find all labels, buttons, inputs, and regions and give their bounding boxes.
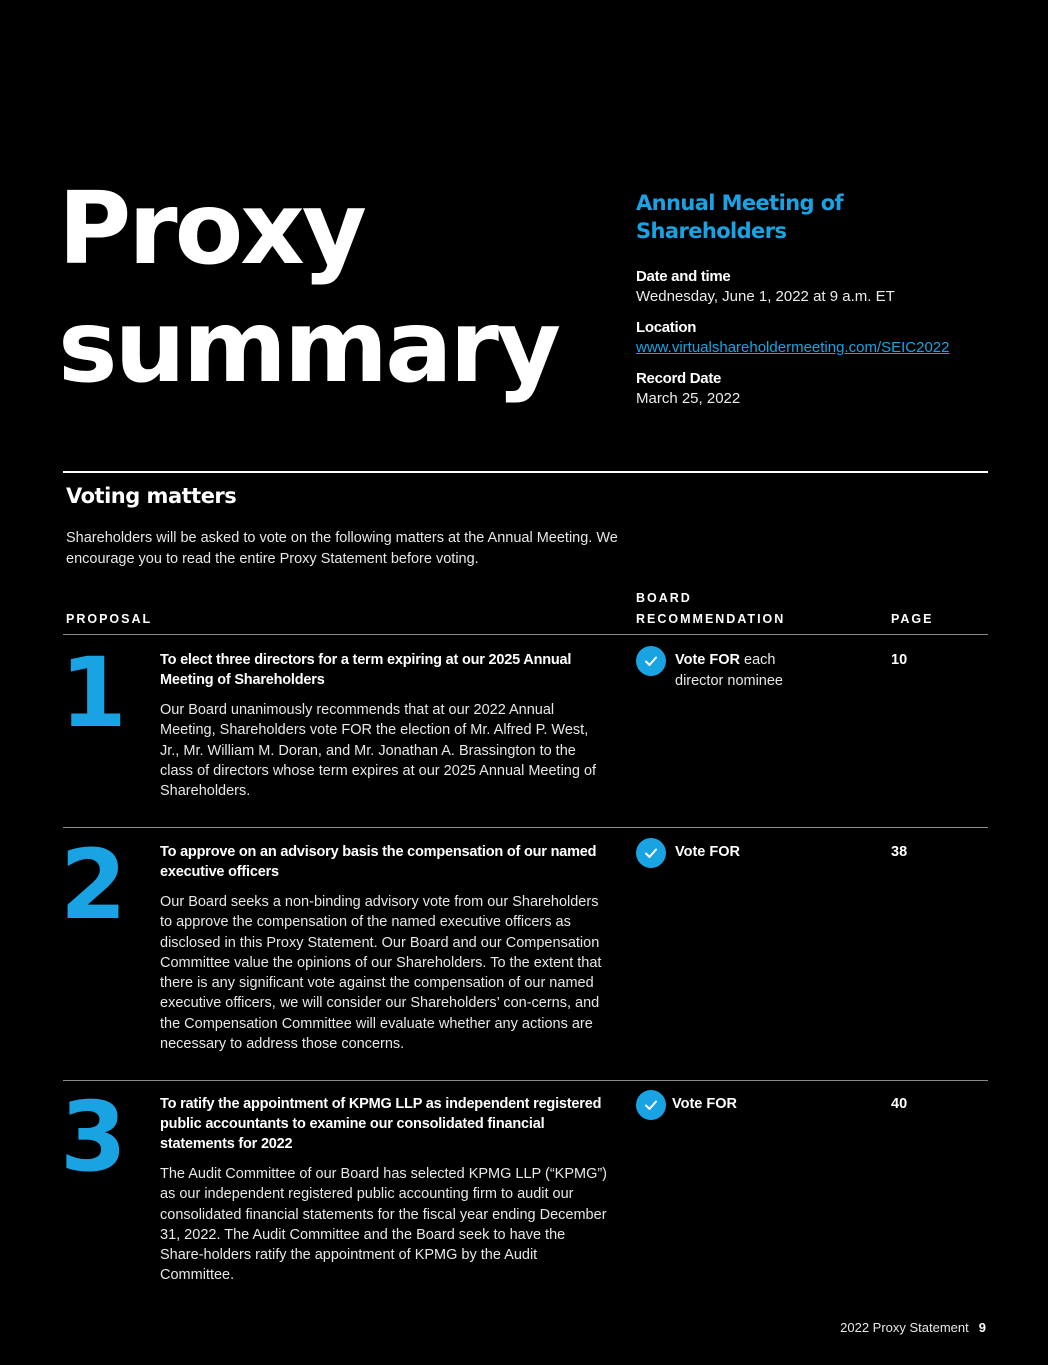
proposal-divider [63, 827, 988, 828]
date-label: Date and time [636, 268, 731, 285]
proposal-3-rec-vote: Vote FOR [672, 1096, 737, 1112]
footer-doc-title: 2022 Proxy Statement [840, 1320, 969, 1335]
proposal-1-recommendation [636, 650, 805, 691]
proposal-1-number: 1 [60, 637, 123, 749]
voting-intro: Shareholders will be asked to vote on the following matters at the Annual Meeting. We encourage you to read the entire Proxy Statement before voting. [66, 530, 618, 567]
header-divider [63, 634, 988, 635]
record-date-label: Record Date [636, 370, 722, 387]
page-title [58, 170, 558, 406]
check-icon [636, 1090, 666, 1120]
proposal-2-number: 2 [60, 829, 123, 941]
meeting-info [636, 189, 1016, 420]
page-title-line-2: summary [58, 288, 559, 405]
board-header-line-1: BOARD [636, 591, 692, 605]
proposal-3-recommendation [636, 1094, 802, 1120]
location-label: Location [636, 319, 697, 336]
proposal-3-title: To ratify the appointment of KPMG LLP as independent registered public accountants to examine our consolidated financial statements for 2022 [160, 1096, 602, 1152]
voting-matters-heading: Voting matters [66, 484, 237, 508]
proposal-2-title: To approve on an advisory basis the compensation of our named executive officers [160, 844, 597, 880]
proposal-1-rec-vote: Vote FOR [675, 652, 740, 668]
board-header-line-2: RECOMMENDATION [636, 612, 786, 626]
proposal-2-page: 38 [891, 844, 908, 860]
proposal-1-rec-detail: each director nominee [675, 652, 783, 689]
proposal-2-rec-vote: Vote FOR [675, 844, 740, 860]
proposal-2-content [160, 842, 610, 1054]
proposal-column-header: PROPOSAL [66, 612, 153, 626]
section-divider [63, 471, 988, 473]
footer-page-number: 9 [978, 1320, 986, 1335]
check-icon [636, 646, 666, 676]
location-link[interactable]: www.virtualshareholdermeeting.com/SEIC2022 [636, 339, 950, 356]
board-recommendation-column-header [636, 588, 785, 630]
proposal-1-title: To elect three directors for a term expiring at our 2025 Annual Meeting of Shareholders [160, 652, 572, 688]
proposal-3-description: The Audit Committee of our Board has selected KPMG LLP (“KPMG”) as our independent registered public accounting firm to audit our consolidated financial statements for the fiscal year ending December 31, 2022. The Audit Committee and the Board seek to have the Share-holders ratify the appointment of KPMG by the Audit Committee. [160, 1166, 608, 1284]
meeting-heading: Annual Meeting of Shareholders [636, 191, 844, 243]
proposal-divider [63, 1080, 988, 1081]
proposal-2-recommendation [636, 842, 805, 868]
page-column-header: PAGE [891, 612, 934, 626]
proposal-3-content [160, 1094, 610, 1286]
check-icon [636, 838, 666, 868]
proposal-3-page: 40 [891, 1096, 908, 1112]
proposal-2-description: Our Board seeks a non-binding advisory vote from our Shareholders to approve the compensation of the named executive officers as disclosed in this Proxy Statement. Our Board and our Compensation Committee value the opinions of our Shareholders. To the extent that there is any significant vote against the compensation of our named executive officers, we will consider our Shareholders’ con-cerns, and the Compensation Committee will evaluate whether any actions are necessary to address those concerns. [160, 894, 602, 1053]
record-date-value: March 25, 2022 [636, 390, 741, 407]
proposal-1-content [160, 650, 610, 801]
page-title-line-1: Proxy [58, 170, 364, 287]
proposal-1-description: Our Board unanimously recommends that at our 2022 Annual Meeting, Shareholders vote FOR the election of Mr. Alfred P. West, Jr., Mr. William M. Doran, and Mr. Jonathan A. Brassington to the class of directors whose term expires at our 2025 Annual Meeting of Shareholders. [160, 702, 597, 800]
page-footer [840, 1320, 986, 1335]
proposal-3-number: 3 [60, 1081, 123, 1193]
date-value: Wednesday, June 1, 2022 at 9 a.m. ET [636, 288, 895, 305]
proposal-1-page: 10 [891, 652, 908, 668]
